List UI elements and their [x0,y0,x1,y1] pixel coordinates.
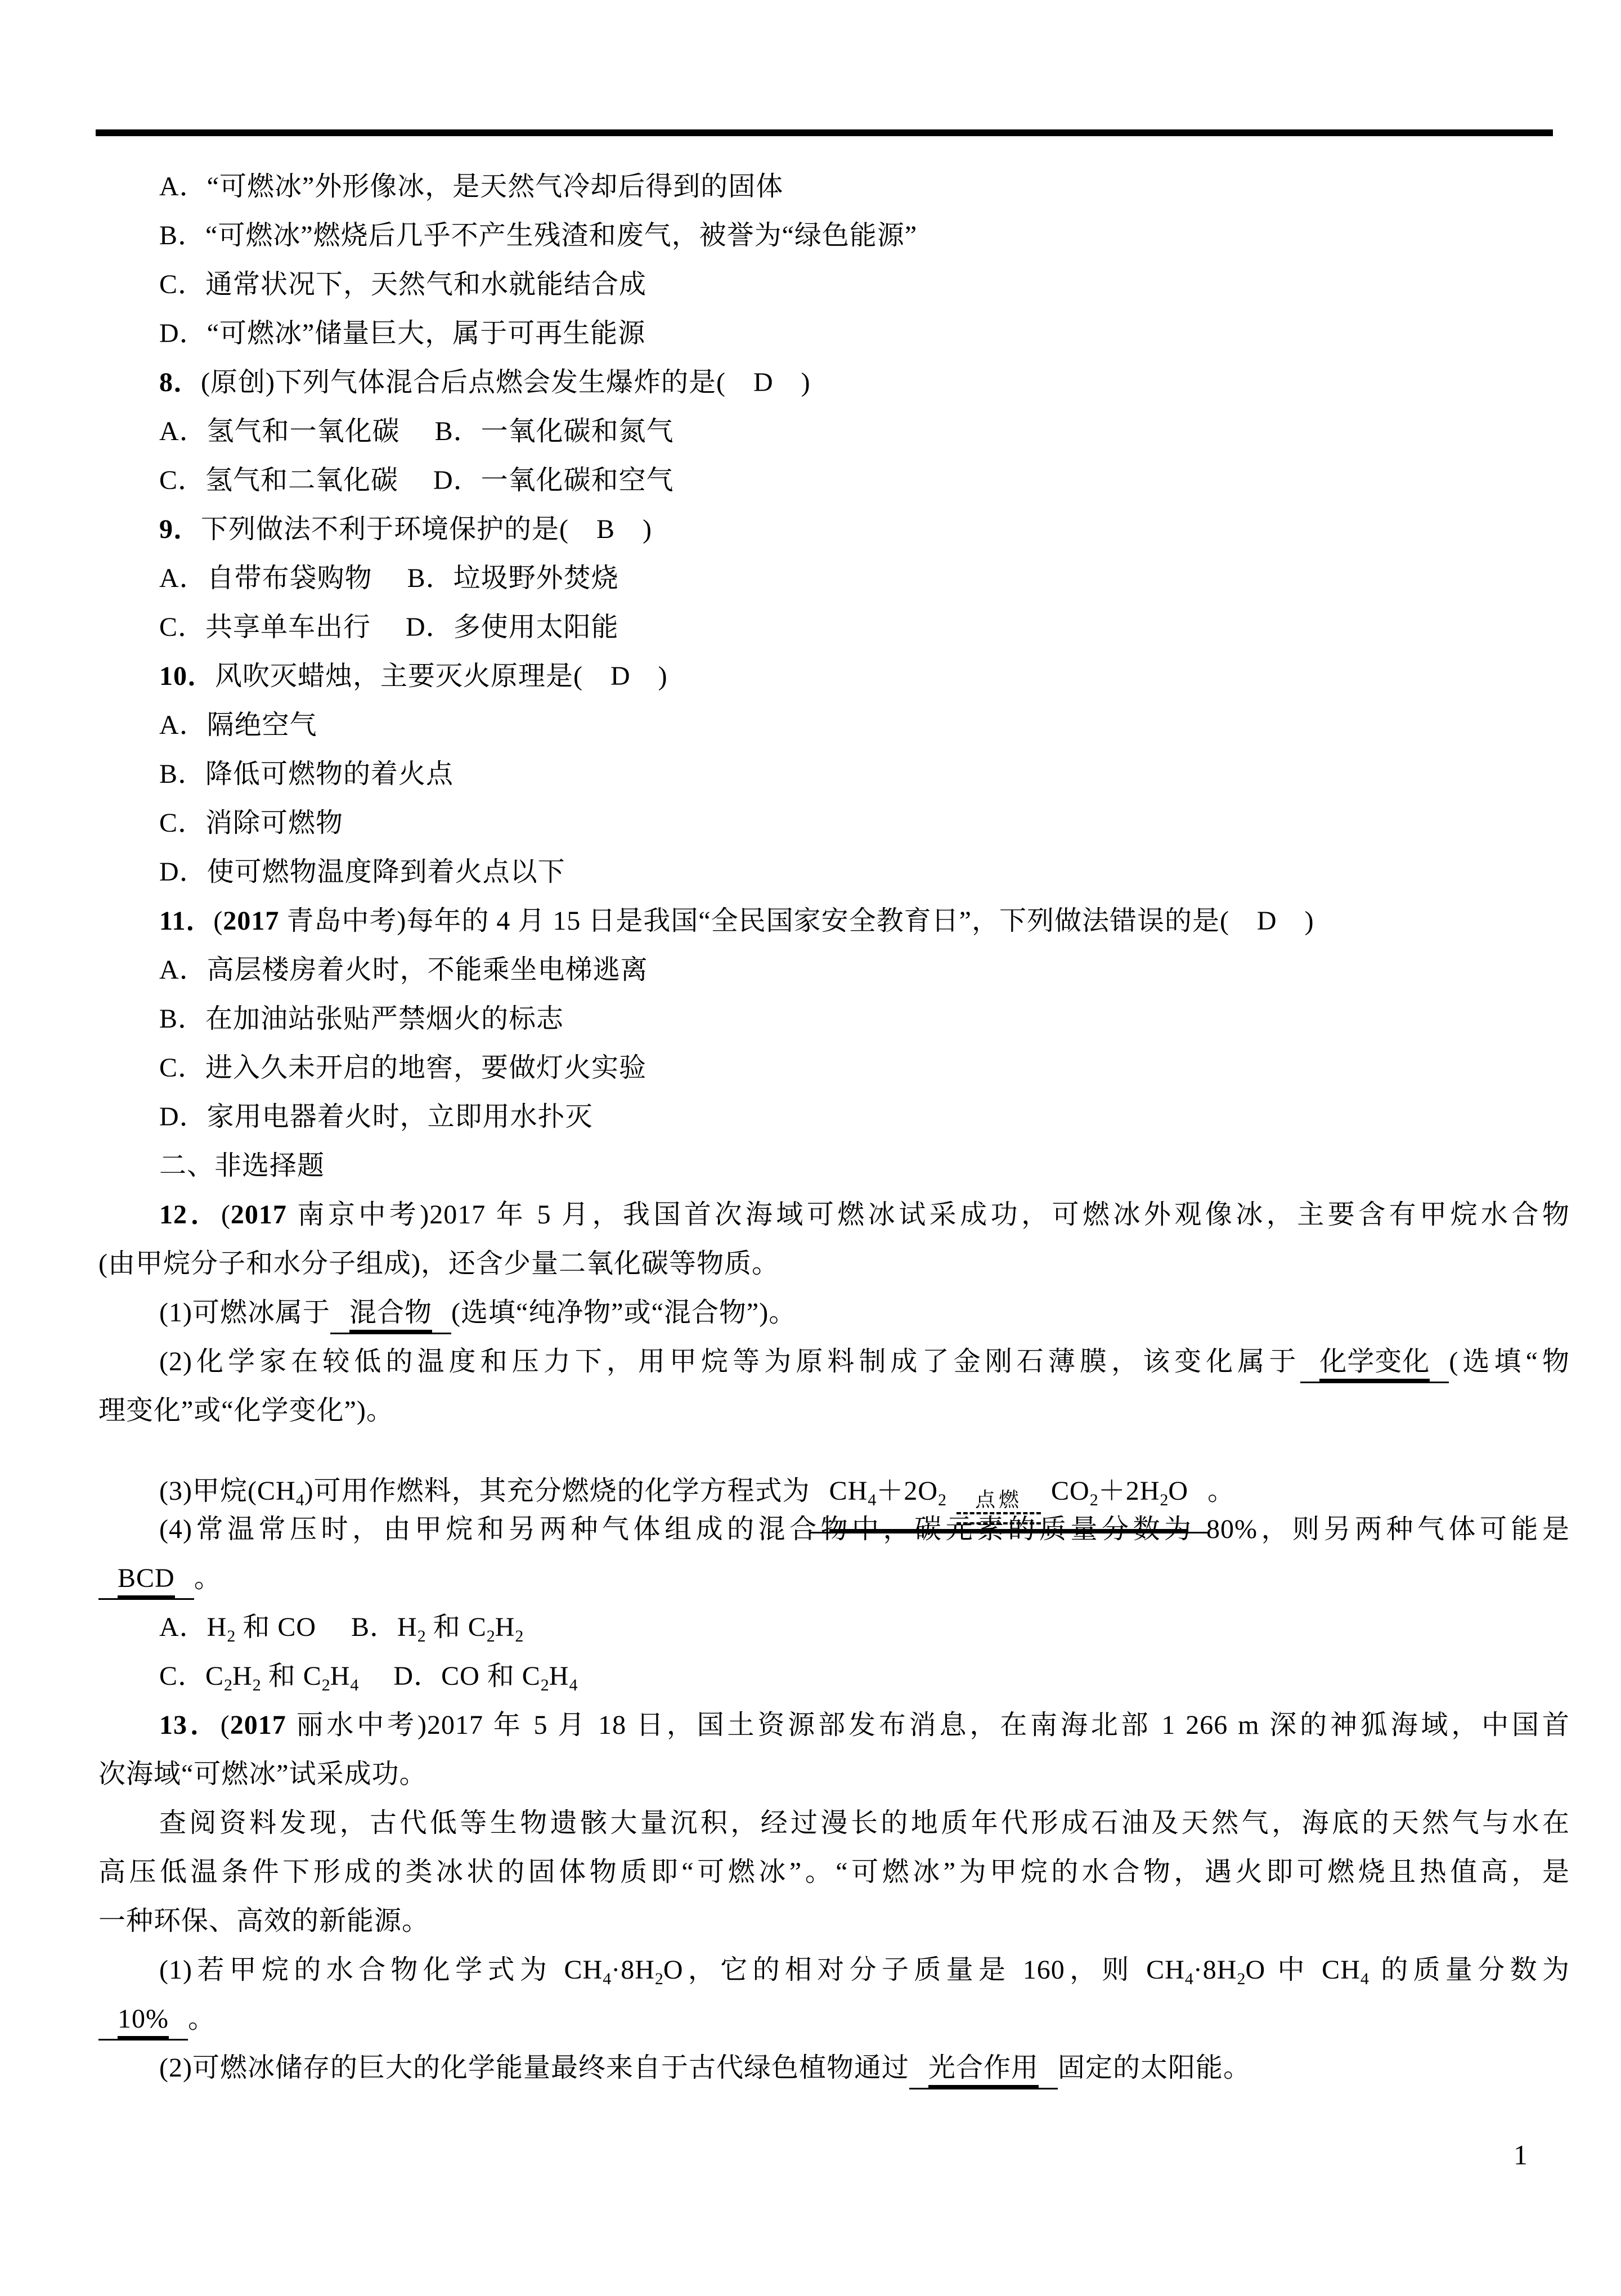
text-segment: ·8H [1193,1955,1237,1985]
text-line [98,1288,1570,1337]
text-segment: 青岛中考)每年的 4 月 15 日是我国“全民国家安全教育日”，下列做法错误的是( D ) [279,906,1314,936]
text-line [98,1652,1570,1701]
subscript: 4 [603,1970,612,1988]
text-line [98,1847,1570,1896]
text-line [98,1092,1570,1141]
text-line [98,554,1570,603]
text-segment: O 中 CH [1245,1955,1360,1985]
text-segment: H [549,1661,569,1691]
text-segment: 2017 [230,1710,286,1740]
subscript: 2 [515,1627,524,1645]
text-segment: (选填“物 [1449,1347,1570,1376]
text-line [98,1141,1570,1190]
subscript: 4 [1184,1970,1193,1988]
subscript: 2 [227,1627,236,1645]
text-segment: 9． [159,514,201,544]
text-segment: 10． [159,661,215,691]
text-line [98,407,1570,456]
text-segment: A．氢气和一氧化碳 B．一氧化碳和氮气 [159,416,674,446]
text-line [98,1994,1570,2043]
text-line [98,162,1570,211]
text-segment: (2)化学家在较低的温度和压力下，用甲烷等为原料制成了金刚石薄膜，该变化属于 [159,1347,1301,1376]
text-segment: 一种环保、高效的新能源。 [98,1906,430,1936]
text-segment: 的质量分数为 [1368,1955,1570,1985]
subscript: 4 [569,1676,578,1694]
subscript: 4 [1360,1970,1369,1988]
text-line [98,603,1570,652]
text-segment: B．“可燃冰”燃烧后几乎不产生残渣和废气，被誉为“绿色能源” [159,221,918,250]
text-segment: D．CO 和 C [358,1661,541,1691]
ignite-label: 点燃 [975,1488,1022,1511]
text-segment: A．隔绝空气 [159,710,317,740]
text-line [98,847,1570,896]
subscript: 4 [868,1491,877,1509]
text-segment: A．自带布袋购物 B．垃圾野外焚烧 [159,563,619,593]
text-segment: 查阅资料发现，古代低等生物遗骸大量沉积，经过漫长的地质年代形成石油及天然气，海底的天然气与水在 [159,1808,1570,1838]
text-line [98,1554,1570,1603]
subscript: 4 [350,1676,359,1694]
text-segment: (选填“纯净物”或“混合物”)。 [451,1298,797,1328]
text-segment: D．使可燃物温度降到着火点以下 [159,857,565,887]
answer-text: 混合物 [349,1296,432,1333]
text-line [98,1896,1570,1945]
text-segment: (原创)下列气体混合后点燃会发生爆炸的是( D ) [201,367,811,397]
answer-blank [330,1295,451,1334]
text-segment: B．降低可燃物的着火点 [159,759,454,789]
text-segment: ( [221,1200,231,1230]
text-segment: 2017 [230,1200,287,1230]
answer-blank [1300,1344,1449,1383]
text-segment: 二、非选择题 [159,1151,325,1181]
text-segment: 高压低温条件下形成的类冰状的固体物质即“可燃冰”。“可燃冰”为甲烷的水合物，遇火即可燃烧且热值高，是 [98,1857,1570,1887]
subscript: 2 [1160,1491,1169,1509]
text-line [98,1239,1570,1288]
text-segment: ( [220,1710,230,1740]
text-line [98,1750,1570,1799]
text-segment: C．C [159,1661,224,1691]
text-segment: 固定的太阳能。 [1058,2053,1251,2083]
answer-text: 化学变化 [1319,1345,1430,1382]
text-segment: (4)常温常压时，由甲烷和另两种气体组成的混合物中，碳元素的质量分数为 80%，则另两种气体可能是 [159,1514,1570,1544]
text-segment: 13． [159,1710,221,1740]
text-segment: ＋2H [1098,1476,1160,1506]
subscript: 2 [540,1676,549,1694]
text-line [98,211,1570,260]
text-segment: (由甲烷分子和水分子组成)，还含少量二氧化碳等物质。 [98,1249,779,1279]
text-segment: 2017 [223,906,280,936]
text-line [98,505,1570,554]
answer-blank [909,2051,1058,2089]
text-segment: C．共享单车出行 D．多使用太阳能 [159,612,619,642]
text-segment: C．进入久未开启的地窖，要做灯火实验 [159,1053,647,1083]
text-segment: 南京中考)2017 年 5 月，我国首次海域可燃冰试采成功，可燃冰外观像冰，主要含有甲烷水合物 [286,1200,1570,1230]
subscript: 2 [1237,1970,1246,1988]
text-segment: 理变化”或“化学变化”)。 [98,1396,394,1425]
text-line [98,896,1570,945]
subscript: 2 [1089,1491,1098,1509]
text-line [98,1701,1570,1750]
text-segment: A．高层楼房着火时，不能乘坐电梯逃离 [159,955,648,985]
text-line [98,2043,1570,2092]
answer-text: BCD [118,1562,175,1598]
document-body [98,162,1570,2092]
text-segment: 8． [159,367,201,397]
text-line [98,1043,1570,1092]
text-segment: )可用作燃料，其充分燃烧的化学方程式为 [304,1476,810,1506]
text-line [98,701,1570,750]
text-line [98,456,1570,505]
text-segment: O [1168,1476,1189,1506]
text-line [98,1435,1570,1511]
text-segment: (2)可燃冰储存的巨大的化学能量最终来自于古代绿色植物通过 [159,2053,909,2083]
text-segment: 和 CO B．H [235,1612,417,1642]
text-segment: 丽水中考)2017 年 5 月 18 日，国土资源部发布消息，在南海北部 1 266 m 深的神狐海域，中国首 [286,1710,1570,1740]
text-segment: 和 C [425,1612,487,1642]
text-segment: 12． [159,1200,221,1230]
text-segment: A．“可燃冰”外形像冰，是天然气冷却后得到的固体 [159,172,784,201]
answer-blank [98,1561,194,1600]
subscript: 2 [938,1491,946,1509]
text-segment: C．通常状况下，天然气和水就能结合成 [159,270,647,299]
text-segment: (3)甲烷(CH [159,1476,296,1506]
text-line [98,799,1570,847]
text-line [98,945,1570,994]
text-line [98,652,1570,701]
text-segment: H [232,1661,253,1691]
text-segment: H [330,1661,351,1691]
text-segment: 风吹灭蜡烛，主要灭火原理是( D ) [215,661,668,691]
text-segment: 。 [194,1563,222,1593]
top-rule [96,129,1553,136]
text-segment: B．在加油站张贴严禁烟火的标志 [159,1004,564,1034]
subscript: 2 [654,1970,663,1988]
subscript: 2 [252,1676,261,1694]
subscript: 2 [486,1627,495,1645]
text-line [98,309,1570,358]
text-segment: ·8H [611,1955,655,1985]
text-line [98,1337,1570,1386]
subscript: 2 [224,1676,233,1694]
page-number: 1 [1514,2139,1528,2171]
text-segment: H [495,1612,515,1642]
text-segment: ＋2O [876,1476,938,1506]
text-segment: 。 [187,2004,215,2034]
answer-text: 10% [118,2002,169,2039]
text-segment: (1)可燃冰属于 [159,1298,330,1328]
text-segment: D．家用电器着火时，立即用水扑灭 [159,1102,593,1132]
text-segment: C．氢气和二氧化碳 D．一氧化碳和空气 [159,465,674,495]
text-line [98,260,1570,309]
text-line [98,994,1570,1043]
text-segment: 下列做法不利于环境保护的是( B ) [201,514,653,544]
text-line [98,1190,1570,1239]
text-segment: O，它的相对分子质量是 160，则 CH [663,1955,1185,1985]
text-line [98,1505,1570,1554]
subscript: 4 [295,1491,304,1509]
text-segment: (1)若甲烷的水合物化学式为 CH [159,1955,603,1985]
text-segment: 11． [159,906,214,936]
text-line [98,358,1570,407]
text-line [98,1386,1570,1435]
text-segment: ( [213,906,223,936]
text-segment: 。 [1207,1476,1236,1506]
text-segment: CO [1051,1476,1090,1506]
text-line [98,1945,1570,1994]
text-segment: C．消除可燃物 [159,808,344,838]
text-segment: A．H [159,1612,227,1642]
answer-text: 光合作用 [928,2051,1039,2088]
text-line [98,1603,1570,1652]
text-line [98,750,1570,799]
answer-blank [98,2002,188,2041]
text-segment: 次海域“可燃冰”试采成功。 [98,1759,427,1789]
text-segment: 和 C [261,1661,322,1691]
text-line [98,1799,1570,1847]
subscript: 2 [417,1627,426,1645]
subscript: 2 [321,1676,330,1694]
text-segment: CH [829,1476,868,1506]
text-segment: D．“可燃冰”储量巨大，属于可再生能源 [159,319,646,348]
